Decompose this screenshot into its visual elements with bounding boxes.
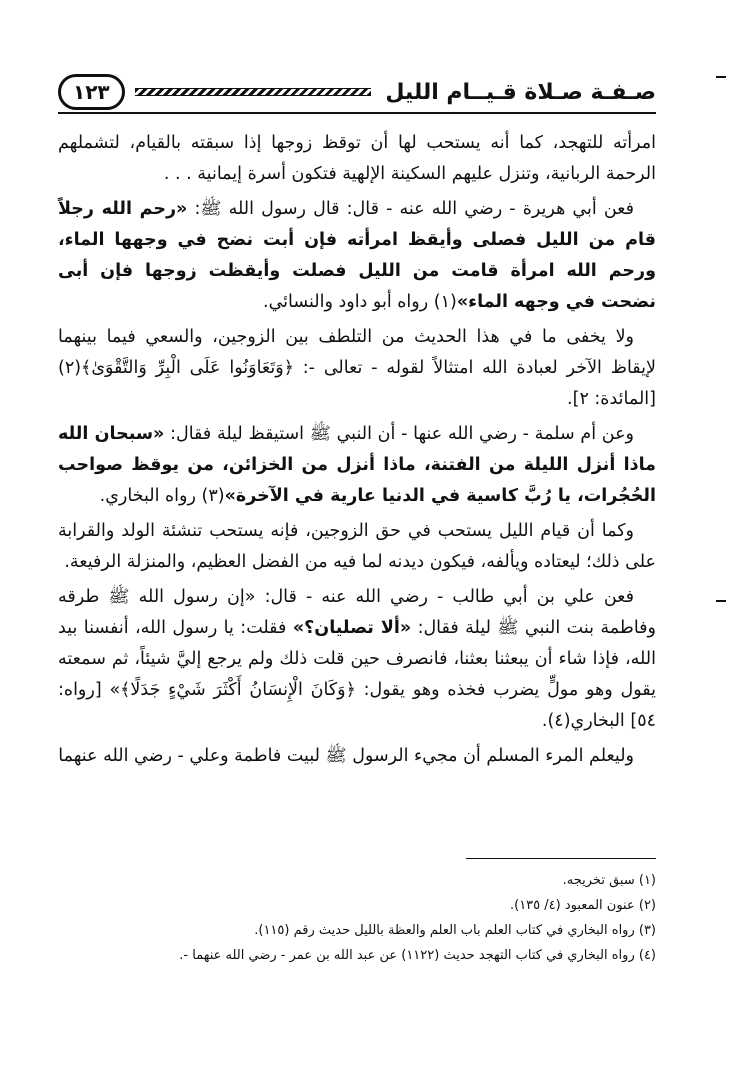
paragraph-6: فعن علي بن أبي طالب - رضي الله عنه - قال: «إن رسول الله ﷺ طرقه وفاطمة بنت النبي ﷺ ليلة فقال: «ألا تصليان؟» فقلت: يا رسول الله، أنفسنا بيد الله، فإذا شاء أن يبعثنا بعثنا، فانصرف حين قلت ذلك ولم يرجع إليَّ شيئاً، ثم سمعته يقول وهو مولٍّ يضرب فخذه وهو يقول: ﴿وَكَانَ الْإِنسَانُ أَكْثَرَ شَيْءٍ جَدَلًا﴾» [رواه: ٥٤] البخاري(٤). bbox=[58, 587, 656, 731]
running-header bbox=[58, 70, 656, 114]
footnote-4: (٤) رواه البخاري في كتاب التهجد حديث (١١٢٢) عن عبد الله بن عمر - رضي الله عنهما -. bbox=[179, 948, 656, 963]
footnotes bbox=[58, 868, 656, 968]
paragraph-4: وعن أم سلمة - رضي الله عنها - أن النبي ﷺ استيقظ ليلة فقال: «سبحان الله ماذا أنزل الليلة من الفتنة، ماذا أنزل من الخزائن، من يوقظ صواحب الحُجُرات، يا رُبَّ كاسية في الدنيا عارية في الآخرة»(٣) رواه البخاري. bbox=[58, 424, 656, 506]
page-number: ١٢٣ bbox=[58, 74, 125, 110]
margin-mark bbox=[716, 76, 726, 78]
paragraph-3: ولا يخفى ما في هذا الحديث من التلطف بين الزوجين، والسعي فيما بينهما لإيقاظ الآخر لعبادة الله امتثالاً لقوله - تعالى -: ﴿وَتَعَاوَنُوا عَلَى الْبِرِّ وَالتَّقْوَىٰ﴾(٢) [المائدة: ٢]. bbox=[58, 327, 656, 409]
hadith-text: «ألا تصليان؟» bbox=[292, 618, 412, 638]
paragraph-2: فعن أبي هريرة - رضي الله عنه - قال: قال رسول الله ﷺ: «رحم الله رجلاً قام من الليل فصلى وأيقظ امرأته فإن أبت نضح في وجهها الماء، ورحم الله امرأة قامت من الليل فصلت وأيقظت زوجها فإن أبى نضحت في وجهه الماء»(١) رواه أبو داود والنسائي. bbox=[58, 199, 656, 312]
footnote-2: (٢) عنون المعبود (٤/ ١٣٥). bbox=[509, 898, 656, 913]
header-rule-line bbox=[58, 112, 656, 114]
margin-mark bbox=[716, 600, 726, 602]
running-title: صـفـة صـلاة قـيــام الليل bbox=[385, 79, 656, 105]
paragraph-1: امرأته للتهجد، كما أنه يستحب لها أن توقظ زوجها إذا سبقته بالقيام، لتشملهم الرحمة الربانية، وتنزل عليهم السكينة الإلهية فتكون أسرة إيمانية . . . bbox=[58, 133, 656, 184]
footnote-3: (٣) رواه البخاري في كتاب العلم باب العلم والعظة بالليل حديث رقم (١١٥). bbox=[254, 923, 656, 938]
hadith-text: «سبحان الله ماذا أنزل الليلة من الفتنة، ماذا أنزل من الخزائن، من يوقظ صواحب الحُجُرات، يا رُبَّ كاسية في الدنيا عارية في الآخرة» bbox=[58, 424, 656, 506]
main-text bbox=[58, 128, 656, 776]
header-ornament bbox=[135, 88, 372, 96]
paragraph-5: وكما أن قيام الليل يستحب في حق الزوجين، فإنه يستحب تنشئة الولد والقرابة على ذلك؛ ليعتاده ويألفه، فيكون ديدنه لما فيه من الفضل العظيم، والمنزلة الرفيعة. bbox=[58, 521, 656, 572]
footnote-separator bbox=[466, 858, 656, 859]
hadith-text: «رحم الله رجلاً قام من الليل فصلى وأيقظ امرأته فإن أبت نضح في وجهها الماء، ورحم الله امرأة قامت من الليل فصلت وأيقظت زوجها فإن أبى نضحت في وجهه الماء» bbox=[58, 199, 656, 312]
paragraph-7: وليعلم المرء المسلم أن مجيء الرسول ﷺ لبيت فاطمة وعلي - رضي الله عنهما bbox=[58, 746, 634, 766]
footnote-1: (١) سبق تخريجه. bbox=[562, 873, 656, 888]
